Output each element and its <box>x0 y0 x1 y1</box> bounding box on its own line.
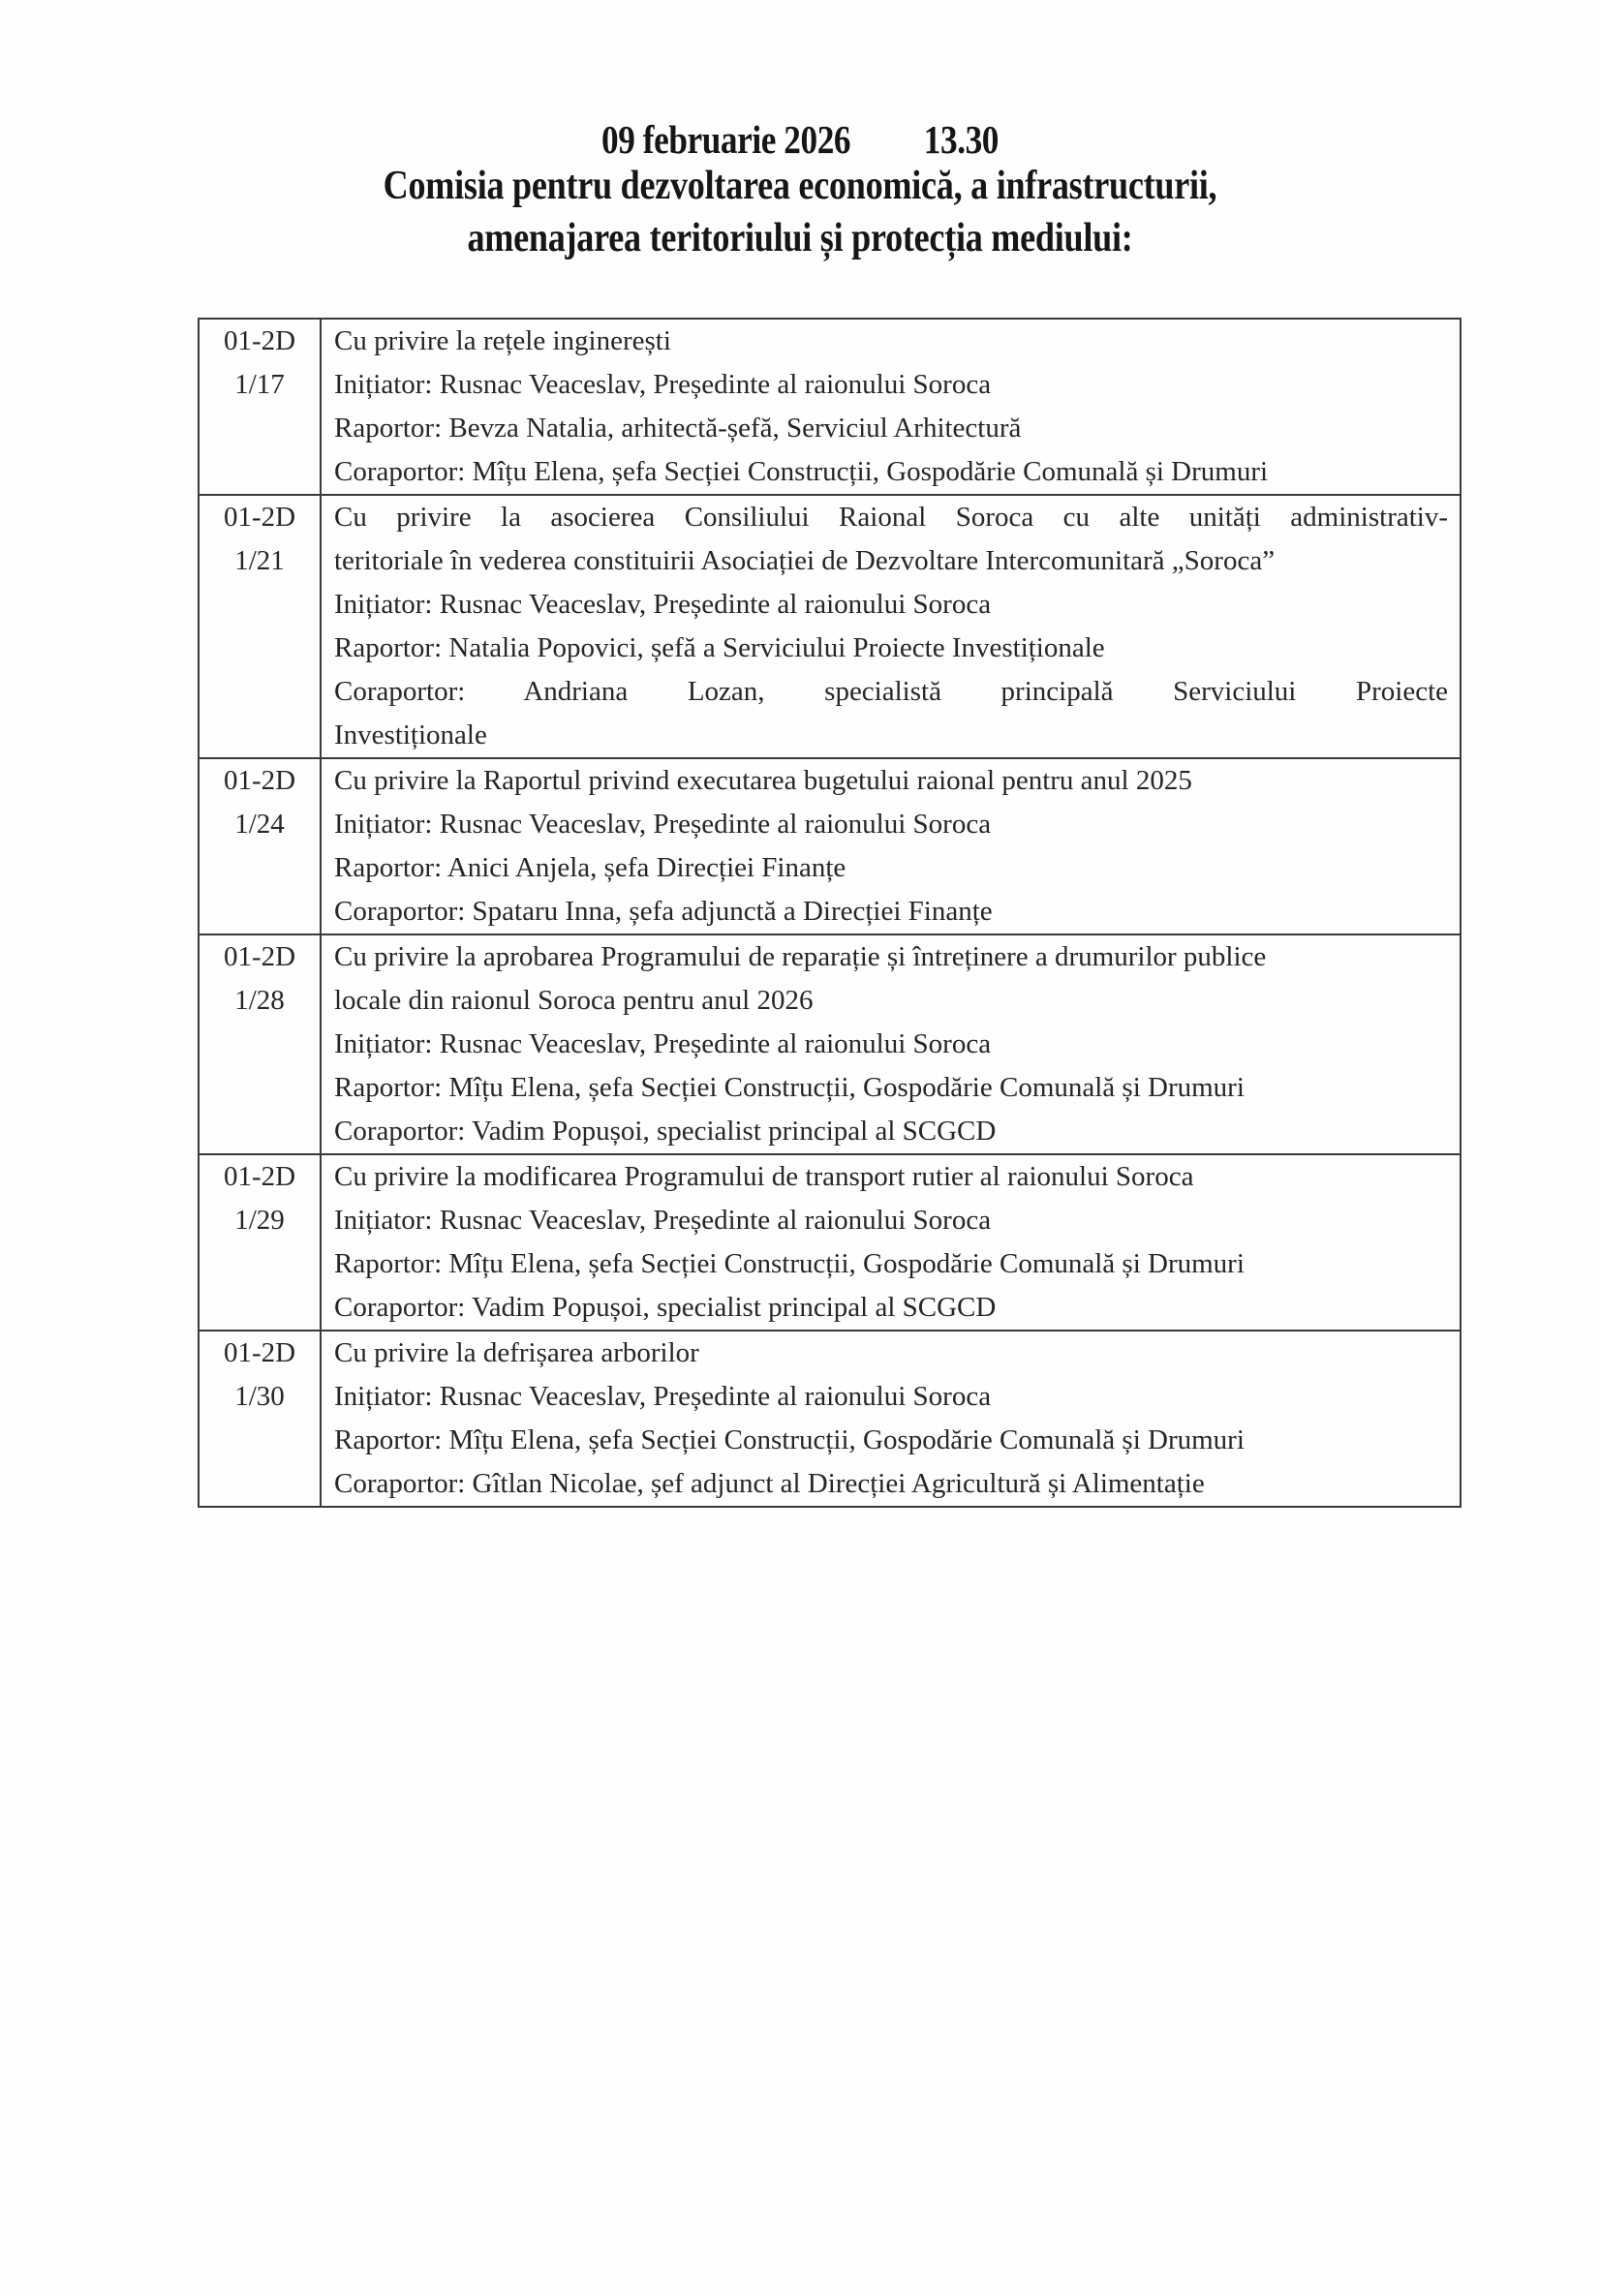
agenda-row <box>199 758 1461 934</box>
agenda-code: 01-2D <box>223 1161 296 1192</box>
agenda-row <box>199 495 1461 758</box>
agenda-code: 01-2D <box>223 765 296 796</box>
agenda-initiator: Inițiator: Rusnac Veaceslav, Președinte al raionului Soroca <box>334 1028 992 1059</box>
agenda-code: 01-2D <box>223 941 296 972</box>
agenda-initiator: Inițiator: Rusnac Veaceslav, Președinte al raionului Soroca <box>334 369 992 400</box>
agenda-co-rapporteur: Coraportor: Vadim Popușoi, specialist principal al SCGCD <box>334 1116 997 1147</box>
agenda-number: 1/30 <box>234 1381 285 1412</box>
agenda-number: 1/24 <box>234 809 285 840</box>
agenda-co-rapporteur-continued: Investiționale <box>334 719 487 750</box>
agenda-code: 01-2D <box>223 325 296 356</box>
agenda-code: 01-2D <box>223 502 296 533</box>
agenda-initiator: Inițiator: Rusnac Veaceslav, Președinte al raionului Soroca <box>334 1205 992 1236</box>
agenda-subject: Cu privire la aprobarea Programului de reparație și întreținere a drumurilor publice <box>334 941 1267 972</box>
agenda-code-cell <box>199 319 321 495</box>
agenda-rapporteur: Raportor: Mîțu Elena, șefa Secției Construcții, Gospodărie Comunală și Drumuri <box>334 1424 1245 1455</box>
agenda-code-cell <box>199 758 321 934</box>
agenda-number: 1/17 <box>234 369 285 400</box>
agenda-subject: Cu privire la rețele inginerești <box>334 325 671 356</box>
agenda-subject: Cu privire la Raportul privind executarea bugetului raional pentru anul 2025 <box>334 765 1192 796</box>
agenda-rapporteur: Raportor: Mîțu Elena, șefa Secției Construcții, Gospodărie Comunală și Drumuri <box>334 1248 1245 1279</box>
agenda-number: 1/29 <box>234 1205 285 1236</box>
agenda-content-cell <box>321 495 1461 758</box>
agenda-subject: Cu privire la asocierea Consiliului Raional Soroca cu alte unități administrativ- <box>334 502 1448 533</box>
agenda-row <box>199 1331 1461 1507</box>
agenda-content-cell <box>321 1331 1461 1507</box>
agenda-co-rapporteur: Coraportor: Andriana Lozan, specialistă principală Serviciului Proiecte <box>334 676 1448 707</box>
agenda-rapporteur: Raportor: Natalia Popovici, șefă a Serviciului Proiecte Investiționale <box>334 632 1105 663</box>
agenda-subject-continued: locale din raionul Soroca pentru anul 2026 <box>334 985 814 1016</box>
agenda-co-rapporteur: Coraportor: Vadim Popușoi, specialist principal al SCGCD <box>334 1292 997 1323</box>
agenda-rapporteur: Raportor: Bevza Natalia, arhitectă-șefă, Serviciul Arhitectură <box>334 413 1022 444</box>
agenda-content-cell <box>321 934 1461 1154</box>
agenda-number: 1/28 <box>234 985 285 1016</box>
agenda-content-cell <box>321 1154 1461 1331</box>
agenda-table <box>198 318 1462 1508</box>
committee-title-line-1: Comisia pentru dezvoltarea economică, a infrastructurii, <box>383 164 1217 208</box>
agenda-subject: Cu privire la defrișarea arborilor <box>334 1337 699 1368</box>
agenda-number: 1/21 <box>234 545 285 576</box>
agenda-co-rapporteur: Coraportor: Gîtlan Nicolae, șef adjunct al Direcției Agricultură și Alimentație <box>334 1468 1205 1499</box>
agenda-row <box>199 1154 1461 1331</box>
agenda-rapporteur: Raportor: Mîțu Elena, șefa Secției Construcții, Gospodărie Comunală și Drumuri <box>334 1072 1245 1103</box>
agenda-initiator: Inițiator: Rusnac Veaceslav, Președinte al raionului Soroca <box>334 1381 992 1412</box>
meeting-time: 13.30 <box>923 117 999 162</box>
agenda-rapporteur: Raportor: Anici Anjela, șefa Direcției Finanțe <box>334 852 846 883</box>
agenda-co-rapporteur: Coraportor: Spataru Inna, șefa adjunctă a Direcției Finanțe <box>334 896 993 927</box>
agenda-code-cell <box>199 1331 321 1507</box>
agenda-subject: Cu privire la modificarea Programului de transport rutier al raionului Soroca <box>334 1161 1194 1192</box>
agenda-code-cell <box>199 495 321 758</box>
agenda-code-cell <box>199 934 321 1154</box>
meeting-date: 09 februarie 2026 <box>601 117 851 162</box>
agenda-co-rapporteur: Coraportor: Mîțu Elena, șefa Secției Construcții, Gospodărie Comunală și Drumuri <box>334 456 1269 487</box>
agenda-subject-continued: teritoriale în vederea constituirii Asociației de Dezvoltare Intercomunitară „Soroca” <box>334 545 1276 576</box>
agenda-initiator: Inițiator: Rusnac Veaceslav, Președinte al raionului Soroca <box>334 809 992 840</box>
meeting-date-time <box>112 116 1489 163</box>
agenda-code-cell <box>199 1154 321 1331</box>
agenda-content-cell <box>321 758 1461 934</box>
agenda-row <box>199 319 1461 495</box>
agenda-content-cell <box>321 319 1461 495</box>
agenda-initiator: Inițiator: Rusnac Veaceslav, Președinte al raionului Soroca <box>334 589 992 620</box>
committee-title-line-2: amenajarea teritoriului și protecția mediului: <box>467 216 1133 260</box>
agenda-row <box>199 934 1461 1154</box>
agenda-code: 01-2D <box>223 1337 296 1368</box>
